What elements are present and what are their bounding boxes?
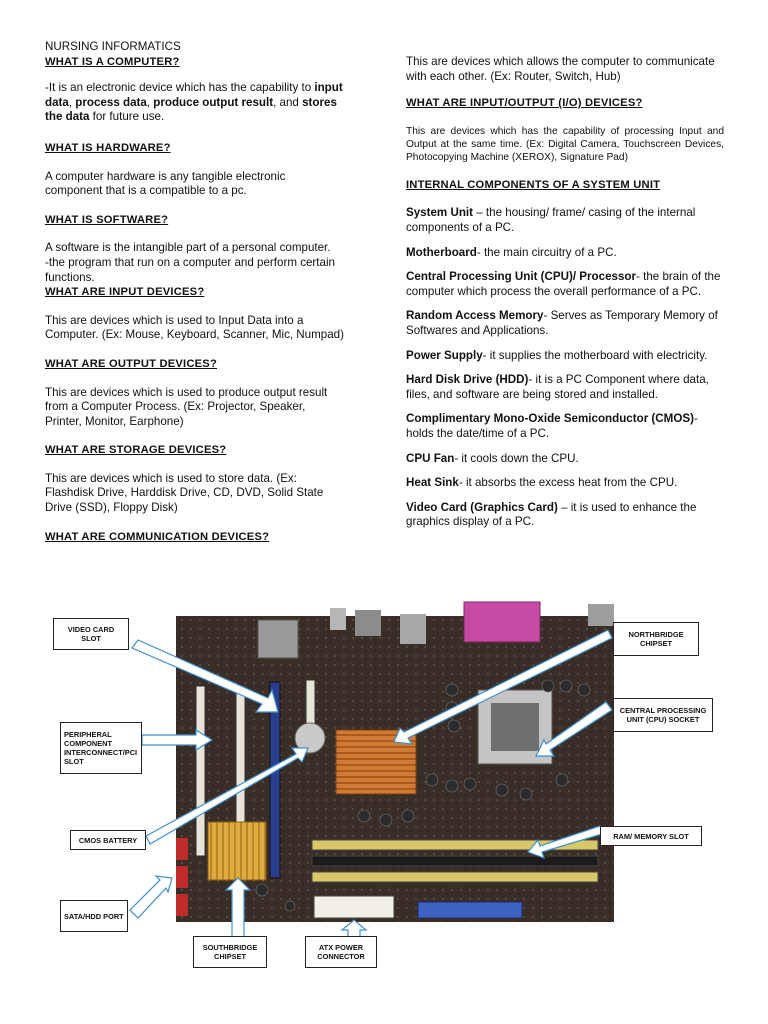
label-atx-power-connector: ATX POWER CONNECTOR <box>305 936 377 968</box>
left-column <box>45 40 345 544</box>
label-sata-hdd-port: SATA/HDD PORT <box>60 900 128 932</box>
heading-io-devices: WHAT ARE INPUT/OUTPUT (I/O) DEVICES? <box>406 97 643 110</box>
label-pci-slot: PERIPHERAL COMPONENT INTERCONNECT/PCI SLOT <box>60 722 142 774</box>
answer-text: -It is an electronic device which has the capability to <box>45 81 315 95</box>
pci-slot-short <box>306 680 315 728</box>
heading-output-devices: WHAT ARE OUTPUT DEVICES? <box>45 357 217 370</box>
component-description: the brain of the computer which process the overall performance of a PC. <box>406 270 721 298</box>
component-description: it supplies the motherboard with electricity. <box>489 348 708 362</box>
component-item <box>406 452 724 467</box>
label-northbridge-chipset: NORTHBRIDGE CHIPSET <box>613 622 699 656</box>
component-term: Video Card (Graphics Card) <box>406 500 558 514</box>
component-item <box>406 270 724 299</box>
component-separator: - <box>476 245 484 259</box>
component-item <box>406 501 724 530</box>
heading-communication-devices: WHAT ARE COMMUNICATION DEVICES? <box>45 530 270 543</box>
component-description: the main circuitry of a PC. <box>483 245 617 259</box>
heading-input-devices: WHAT ARE INPUT DEVICES? <box>45 286 205 299</box>
component-description: it is a PC Component where data, files, and software are being stored and installed. <box>406 373 709 401</box>
motherboard-diagram <box>0 590 768 990</box>
components-list <box>406 206 724 530</box>
component-separator: - <box>458 476 466 490</box>
answer-software-line1: A software is the intangible part of a personal computer. <box>45 241 331 255</box>
component-item <box>406 309 724 338</box>
component-separator: – <box>557 500 571 514</box>
serial-port <box>588 604 614 626</box>
component-description: the housing/ frame/ casing of the internal components of a PC. <box>406 206 696 234</box>
component-term: System Unit <box>406 206 474 220</box>
component-separator: - <box>636 270 644 284</box>
parallel-port <box>464 602 540 642</box>
bold-term: stores the data <box>45 95 337 124</box>
component-term: Random Access Memory <box>406 309 544 323</box>
answer-text: , and <box>273 95 303 109</box>
heading-internal-components: INTERNAL COMPONENTS OF A SYSTEM UNIT <box>406 178 661 191</box>
component-term: Complimentary Mono-Oxide Semiconductor (CMOS) <box>406 412 694 426</box>
label-ram-memory-slot: RAM/ MEMORY SLOT <box>600 826 702 846</box>
sata-port <box>176 894 188 916</box>
heading-what-is-software: WHAT IS SOFTWARE? <box>45 213 169 226</box>
ide-connector <box>418 902 522 918</box>
answer-hardware: A computer hardware is any tangible electronic component that is a compatible to a pc. <box>45 169 286 198</box>
component-term: Heat Sink <box>406 476 459 490</box>
component-separator: - <box>693 412 698 426</box>
component-item <box>406 206 724 235</box>
bold-term: produce output result <box>153 95 274 109</box>
answer-software-line2: -the program that run on a computer and perform certain functions. <box>45 255 335 284</box>
answer-input-devices: This are devices which is used to Input Data into a Computer. (Ex: Mouse, Keyboard, Scanner, Mic, Numpad) <box>45 313 344 342</box>
component-item <box>406 246 724 261</box>
component-item <box>406 349 724 364</box>
answer-computer <box>45 81 345 125</box>
heading-what-is-computer: WHAT IS A COMPUTER? <box>45 55 180 68</box>
audio-io-port <box>258 620 298 658</box>
component-description: it cools down the CPU. <box>461 451 579 465</box>
document-header: NURSING INFORMATICS <box>45 40 181 53</box>
pci-slot <box>196 686 205 856</box>
component-separator: - <box>482 348 490 362</box>
southbridge-heatsink <box>208 822 266 880</box>
component-separator: – <box>473 206 486 220</box>
component-separator: - <box>543 309 551 323</box>
sata-port <box>176 838 188 860</box>
answer-storage-devices: This are devices which is used to store data. (Ex: Flashdisk Drive, Harddisk Drive, CD, DVD, Solid State Drive (SSD), Floppy Disk) <box>45 471 324 515</box>
component-separator: - <box>528 373 536 387</box>
component-term: Motherboard <box>406 245 477 259</box>
atx-connector <box>314 896 394 918</box>
cpu-socket-pins <box>491 703 539 751</box>
label-southbridge-chipset: SOUTHBRIDGE CHIPSET <box>193 936 267 968</box>
component-description: holds the date/time of a PC. <box>406 426 550 440</box>
answer-text: for future use. <box>89 110 165 124</box>
component-item <box>406 412 724 441</box>
component-description: it absorbs the excess heat from the CPU. <box>465 476 678 490</box>
bold-term: process data <box>75 95 147 109</box>
heading-storage-devices: WHAT ARE STORAGE DEVICES? <box>45 444 227 457</box>
heading-what-is-hardware: WHAT IS HARDWARE? <box>45 141 171 154</box>
component-term: Central Processing Unit (CPU)/ Processor <box>406 270 637 284</box>
right-column <box>406 55 724 530</box>
sata-port <box>176 866 188 888</box>
answer-text: , <box>68 95 76 109</box>
label-cpu-socket: CENTRAL PROCESSING UNIT (CPU) SOCKET <box>613 698 713 732</box>
answer-output-devices: This are devices which is used to produce output result from a Computer Process. (Ex: Projector, Speaker, Printer, Monitor, Earphone) <box>45 385 328 428</box>
component-term: CPU Fan <box>406 451 455 465</box>
usb-port <box>355 610 381 636</box>
component-item <box>406 373 724 402</box>
answer-io-devices: This are devices which has the capability of processing Input and Output at the same time. (Ex: Digital Camera, Touchscreen Devices, Photocopying Machine (XEROX), Signature Pad) <box>406 125 724 163</box>
ps2-port <box>330 608 346 630</box>
component-description: Serves as Temporary Memory of Softwares and Applications. <box>406 309 718 337</box>
answer-communication-devices: This are devices which allows the computer to communicate with each other. (Ex: Router, Switch, Hub) <box>406 55 715 83</box>
lan-port <box>400 614 426 644</box>
component-description: it is used to enhance the graphics display of a PC. <box>406 500 697 529</box>
label-video-card-slot: VIDEO CARD SLOT <box>53 618 129 650</box>
component-term: Power Supply <box>406 348 483 362</box>
component-separator: - <box>454 451 462 465</box>
ram-slot <box>312 856 598 866</box>
answer-text: , <box>146 95 154 109</box>
label-cmos-battery: CMOS BATTERY <box>70 830 146 850</box>
component-item <box>406 476 724 491</box>
component-term: Hard Disk Drive (HDD) <box>406 373 529 387</box>
bold-term: input data <box>45 81 343 109</box>
ram-slot <box>312 872 598 882</box>
